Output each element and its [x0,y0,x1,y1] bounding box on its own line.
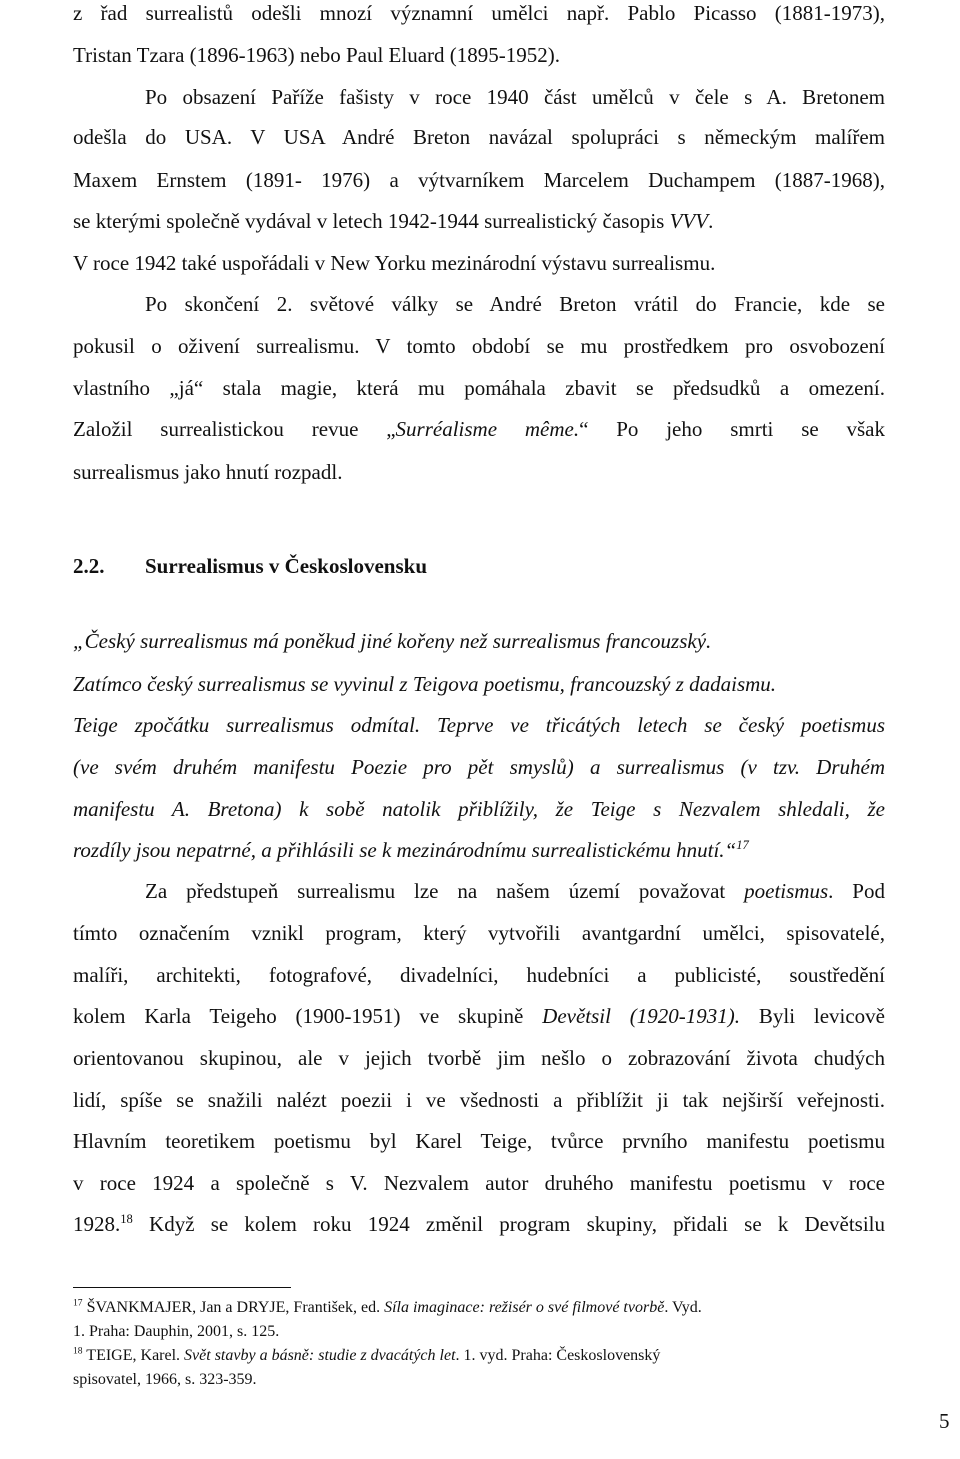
footnote-title: Svět stavby a básně: studie z dvacátých let [184,1347,456,1364]
text-span: kolem Karla Teigeho (1900-1951) ve skupině [73,1004,543,1028]
text-line: Po obsazení Paříže fašisty v roce 1940 část umělců v čele s A. Bretonem [145,85,885,109]
text-span: se kterými společně vydával v letech 1942-1944 surrealistický časopis [73,209,670,233]
text-line: tímto označením vznikl program, který vytvořili avantgardní umělci, spisovatelé, [73,921,885,945]
text-line: v roce 1924 a společně s V. Nezvalem autor druhého manifestu poetismu v roce [73,1171,885,1195]
footnote-text: . 1. vyd. Praha: Československý [455,1347,661,1364]
quote-line: Zatímco český surrealismus se vyvinul z Teigova poetismu, francouzský z dadaismu. [73,672,777,696]
journal-title: VVV [669,209,709,233]
text-line: odešla do USA. V USA André Breton navázal spolupráci s německým malířem [73,125,885,149]
text-line: V roce 1942 také uspořádali v New Yorku mezinárodní výstavu surrealismu. [73,251,716,275]
footnote-title: Síla imaginace: režisér o své filmové tvorbě [384,1299,665,1316]
text-span: rozdíly jsou nepatrné, a přihlásili se k mezinárodnímu surrealistickému hnutí.“ [73,838,737,862]
footnote-17-cont: 1. Praha: Dauphin, 2001, s. 125. [73,1323,280,1340]
term-poetismus: poetismus [744,879,829,903]
revue-title: Surréalisme même. [395,417,580,441]
footnote-18 [73,1346,660,1366]
text-line [145,878,885,904]
text-line: Po skončení 2. světové války se André Breton vrátil do Francie, kde se [145,292,885,316]
section-title: Surrealismus v Československu [145,554,428,578]
quote-line: „Český surrealismus má poněkud jiné kořeny než surrealismus francouzský. [73,629,712,653]
footnote-text: . Vyd. [664,1299,702,1316]
group-devetsil: Devětsil (1920-1931). [542,1004,741,1028]
text-line: surrealismus jako hnutí rozpadl. [73,460,343,484]
quote-line [73,837,749,863]
text-line [73,1211,885,1237]
text-line [73,416,885,442]
text-line [73,208,885,234]
text-span: Byli levicově [740,1004,885,1028]
text-line: vlastního „já“ stala magie, která mu pomáhala zbavit se předsudků a omezení. [73,376,885,400]
footnote-18-cont: spisovatel, 1966, s. 323-359. [73,1371,257,1388]
text-span: “ Po jeho smrti se však [579,417,886,441]
quote-line: (ve svém druhém manifestu Poezie pro pět smyslů) a surrealismus (v tzv. Druhém [73,755,885,779]
text-span: 1928. [73,1212,121,1236]
quote-line: Teige zpočátku surrealismus odmítal. Teprve ve třicátých letech se český poetismus [73,713,885,737]
text-line: Hlavním teoretikem poetismu byl Karel Teige, tvůrce prvního manifestu poetismu [73,1129,885,1153]
text-line: orientovanou skupinou, ale v jejich tvorbě jim nešlo o zobrazování života chudých [73,1046,885,1070]
page-number: 5 [939,1409,950,1433]
section-number: 2.2. [73,554,105,578]
text-line: malíři, architekti, fotografové, divadelníci, hudebníci a publicisté, soustředění [73,963,885,987]
text-line: pokusil o oživení surrealismu. V tomto období se mu prostředkem pro osvobození [73,334,885,358]
text-line: Tristan Tzara (1896-1963) nebo Paul Eluard (1895-1952). [73,43,560,67]
text-line: lidí, spíše se snažili nalézt poezii i ve všednosti a přiblížit ji tak nejširší veřejnosti. [73,1088,885,1112]
quote-line: manifestu A. Bretona) k sobě natolik přiblížily, že Teige s Nezvalem shledali, že [73,797,885,821]
footnote-divider [73,1287,291,1288]
footnote-mark: 18 [73,1345,83,1357]
text-line [73,1003,885,1029]
text-span: . Pod [828,879,885,903]
footnote-ref-18: 18 [120,1212,133,1226]
text-line: Maxem Ernstem (1891- 1976) a výtvarníkem Marcelem Duchampem (1887-1968), [73,168,885,192]
section-heading [73,553,427,579]
text-span: Když se kolem roku 1924 změnil program skupiny, přidali se k Devětsilu [132,1212,885,1236]
footnote-mark: 17 [73,1297,83,1309]
footnote-text: TEIGE, Karel. [82,1347,185,1364]
text-span: Založil surrealistickou revue „ [73,417,396,441]
footnote-ref-17: 17 [736,838,749,852]
footnote-17 [73,1298,702,1318]
footnote-text: ŠVANKMAJER, Jan a DRYJE, František, ed. [82,1299,385,1316]
text-span: Za předstupeň surrealismu lze na našem území považovat [145,879,745,903]
text-line: z řad surrealistů odešli mnozí významní umělci např. Pablo Picasso (1881-1973), [73,1,885,25]
text-span: . [708,209,714,233]
